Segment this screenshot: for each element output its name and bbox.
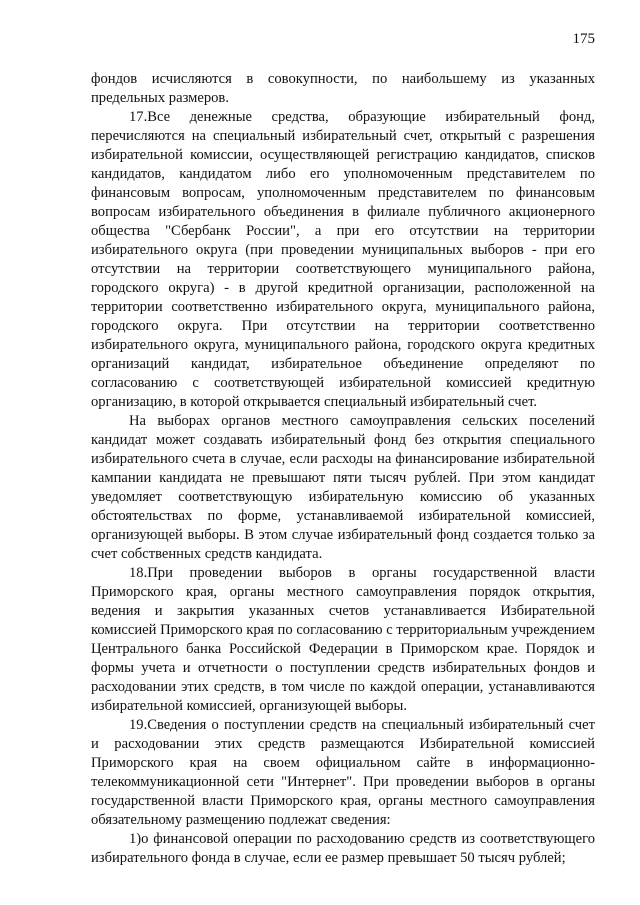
paragraph-continuation: фондов исчисляются в совокупности, по наибольшему из указанных предельных размеров. <box>91 71 595 106</box>
page-number: 175 <box>572 31 595 47</box>
paragraph-rural-settlements: На выборах органов местного самоуправления сельских поселений кандидат может создавать избирательный фонд без открытия специального избирательного счета в случае, если расходы на финансирование избирательной кампании кандидата не превышают пяти тысяч рублей. При этом кандидат уведомляет соответствующую избирательную комиссию об указанных обстоятельствах по форме, устанавливаемой избирательной комиссией, организующей выборы. В этом случае избирательный фонд создается только за счет собственных средств кандидата. <box>91 413 595 562</box>
paragraph-19-item-1: 1)о финансовой операции по расходованию средств из соответствующего избирательного фонда в случае, если ее размер превышает 50 тысяч рублей; <box>91 831 595 866</box>
paragraph-17: 17.Все денежные средства, образующие избирательный фонд, перечисляются на специальный избирательный счет, открытый с разрешения избирательной комиссии, осуществляющей регистрацию кандидатов, списков кандидатов, кандидатом либо его уполномоченным представителем по финансовым вопросам, уполномоченным представителем по финансовым вопросам избирательного объединения в филиале публичного акционерного общества "Сбербанк России", а при его отсутствии на территории избирательного округа (при проведении муниципальных выборов - при его отсутствии на территории соответствующего муниципального района, городского округа) - в другой кредитной организации, расположенной на территории соответственно избирательного округа, муниципального района, городского округа. При отсутствии на территории соответственно избирательного округа, муниципального района, городского округа кредитных организаций кандидат, избирательное объединение определяют по согласованию с соответствующей избирательной комиссией кредитную организацию, в которой открывается специальный избирательный счет. <box>91 109 595 410</box>
paragraph-18: 18.При проведении выборов в органы государственной власти Приморского края, органы местного самоуправления порядок открытия, ведения и закрытия указанных счетов устанавливается Избирательной комиссией Приморского края по согласованию с территориальным учреждением Центрального банка Российской Федерации в Приморском крае. Порядок и формы учета и отчетности о поступлении средств избирательных фондов и расходовании этих средств, в том числе по каждой операции, устанавливаются избирательной комиссией, организующей выборы. <box>91 565 595 714</box>
document-body <box>91 70 595 868</box>
paragraph-19: 19.Сведения о поступлении средств на специальный избирательный счет и расходовании этих средств размещаются Избирательной комиссией Приморского края на своем официальном сайте в информационно-телекоммуникационной сети "Интернет". При проведении выборов в органы государственной власти Приморского края, органы местного самоуправления обязательному размещению подлежат сведения: <box>91 717 595 828</box>
